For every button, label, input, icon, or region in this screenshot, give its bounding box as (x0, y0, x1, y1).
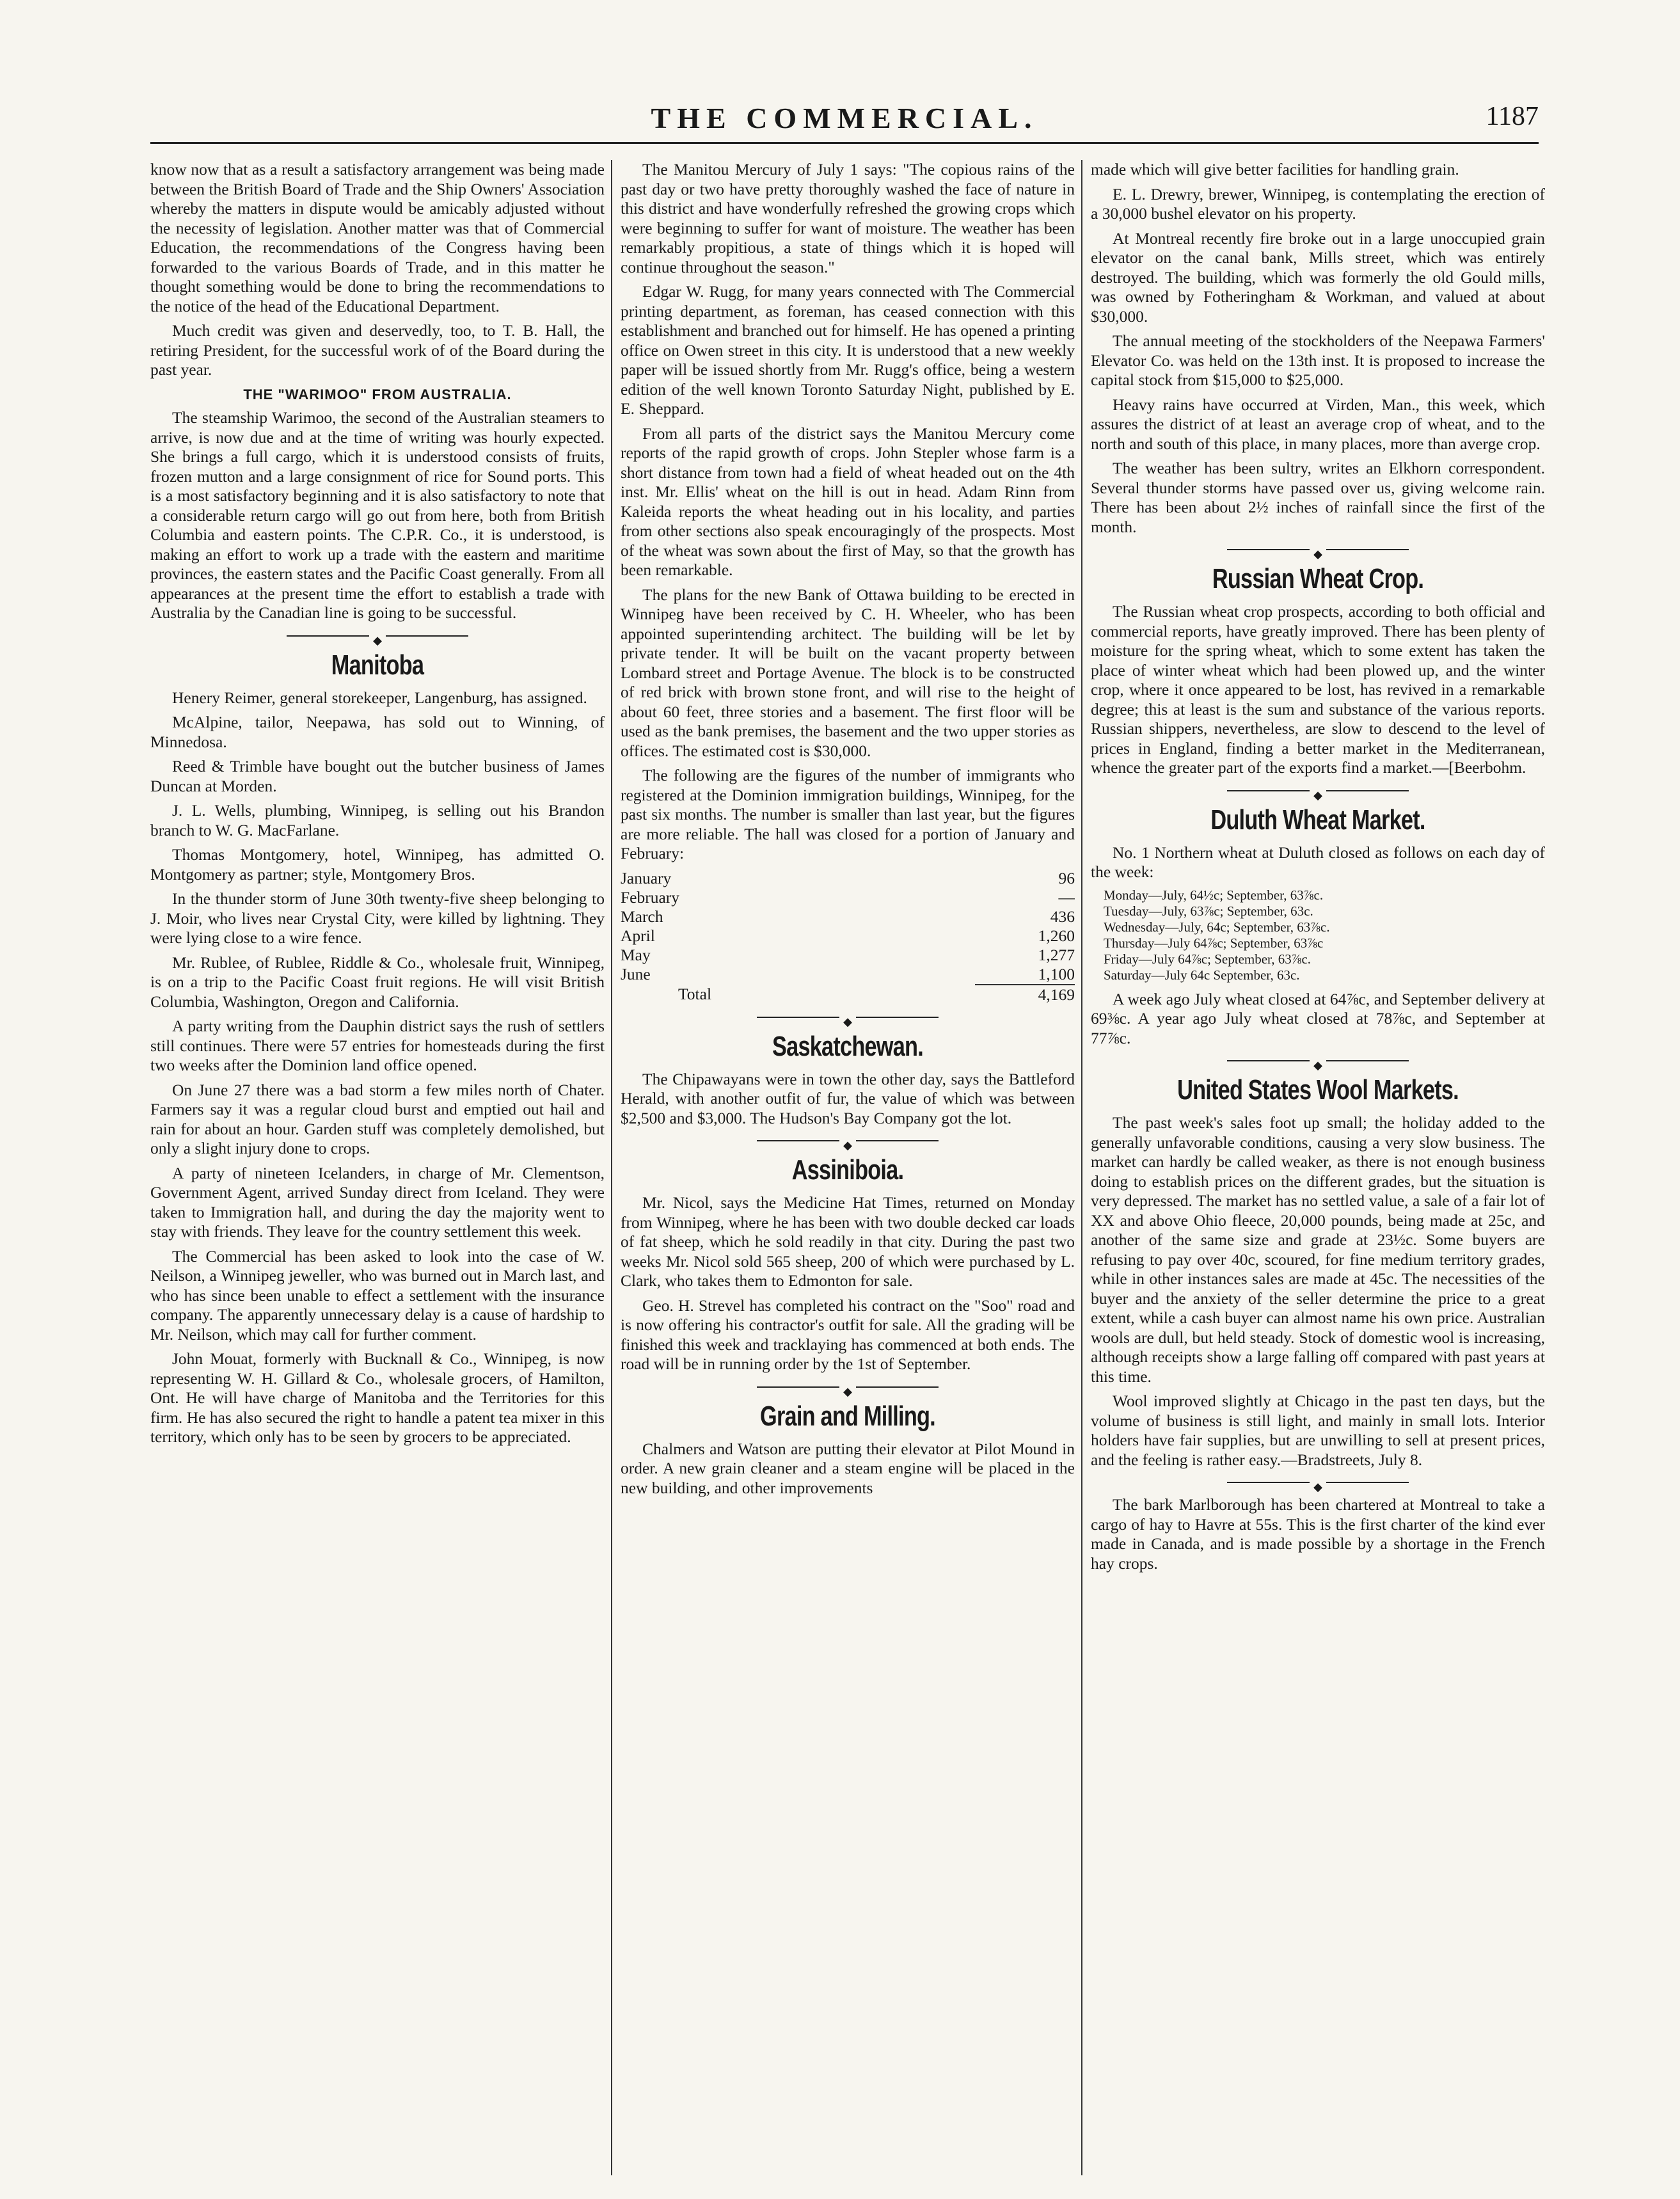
news-item: A party of nineteen Icelanders, in charge of Mr. Clementson, Government Agent, arrived Sunday direct from Iceland. They were taken to Immigration hall, and during the day the majority went to stay with friends. They leave for the country settlement this week. (150, 1163, 605, 1241)
month-cell: March (621, 907, 663, 926)
section-heading-wool: United States Wool Markets. (1177, 1074, 1459, 1106)
news-item: The Chipawayans were in town the other day, says the Battleford Herald, with another outfit of fur, the value of which was between $2,500 and $3,000. The Hudson's Bay Company got the lot. (621, 1069, 1075, 1127)
news-item: The Russian wheat crop prospects, according to both official and commercial reports, have greatly improved. There has been plenty of moisture for the spring wheat, which to some extent has taken the place of winter wheat which had been plowed up, and the winter crop, where it once appeared to be lost, has revived in a remarkable degree; this at least is the sum and substance of the various reports. Russian shippers, nevertheless, are slow to descend to the level of prices in England, finding a better market in the Mediterranean, whence the greater part of the exports find a market.—[Beerbohm. (1091, 602, 1545, 777)
month-cell: May (621, 945, 651, 964)
count-cell: 96 (1058, 868, 1075, 887)
masthead-title: THE COMMERCIAL. (651, 102, 1038, 134)
news-item: Mr. Rublee, of Rublee, Riddle & Co., wholesale fruit, Winnipeg, is on a trip to the Pacific Coast fruit regions. He will visit British Columbia, Washington, Oregon and California. (150, 953, 605, 1011)
table-row (621, 965, 1075, 985)
news-item: The Manitou Mercury of July 1 says: "The copious rains of the past day or two have pretty thoroughly washed the face of nature in this district and have wonderfully refreshed the growing crops which were beginning to suffer for want of moisture. The weather has been remarkably propitious, a state of things which it is hoped will continue throughout the season." (621, 160, 1075, 276)
article-paragraph: know now that as a result a satisfactory arrangement was being made between the British Board of Trade and the Ship Owners' Association whereby the matters in dispute would be amicably adjusted without the necessity of legislation. Another matter was that of Commercial Education, the recommendations of the Congress having been forwarded to the various Boards of Trade, and in this matter he thought something would be done to bring the recommendations to the notice of the head of the Educational Department. (150, 160, 605, 315)
news-item: In the thunder storm of June 30th twenty-five sheep belonging to J. Moir, who lives near Crystal City, were killed by lightning. They were lying close to a wire fence. (150, 889, 605, 947)
total-label: Total (678, 985, 712, 1003)
ornament-divider: ◆ (1091, 1476, 1545, 1489)
news-item: Edgar W. Rugg, for many years connected with The Commercial printing department, as foreman, has ceased connection with this establishment and branched out for himself. He has opened a printing office on Owen street in this city. It is understood that a new weekly paper will be issued shortly from Mr. Rugg's office, being a western edition of the well known Toronto Saturday Night, published by E. E. Sheppard. (621, 282, 1075, 418)
list-item: Monday—July, 64½c; September, 63⅞c. (1104, 887, 1324, 903)
table-total-row (621, 985, 1075, 1004)
month-cell: April (621, 926, 655, 945)
list-item: Thursday—July 64⅞c; September, 63⅞c (1104, 935, 1324, 951)
section-heading-manitoba: Manitoba (331, 649, 424, 681)
count-cell: 1,100 (1038, 964, 1075, 983)
news-item: The annual meeting of the stockholders of the Neepawa Farmers' Elevator Co. was held on the 13th inst. It is proposed to increase the capital stock from $15,000 to $25,000. (1091, 331, 1545, 389)
count-cell: — (1058, 887, 1075, 907)
table-row (621, 946, 1075, 965)
news-item: Henery Reimer, general storekeeper, Langenburg, has assigned. (172, 688, 587, 707)
news-item: Heavy rains have occurred at Virden, Man., this week, which assures the district of at least an average crop of wheat, and to the north and south of this place, in many places, more than averge crop. (1091, 395, 1545, 453)
news-item: No. 1 Northern wheat at Duluth closed as follows on each day of the week: (1091, 843, 1545, 881)
news-item: The plans for the new Bank of Ottawa building to be erected in Winnipeg have been received by C. H. Wheeler, who has been appointed superintending architect. The building will be let by private tender. It will be built on the vacant property between Lombard street and Portage Avenue. The block is to be constructed of red brick with brown stone front, and will rise to the height of about 60 feet, three stories and a basement. The first floor will be used as the bank premises, the basement and the two upper stories as offices. The estimated cost is $30,000. (621, 585, 1075, 760)
news-item: A party writing from the Dauphin district says the rush of settlers still continues. There were 57 entries for homesteads during the first two weeks after the Dominion land office opened. (150, 1017, 605, 1074)
news-item: The weather has been sultry, writes an Elkhorn correspondent. Several thunder storms have passed over us, giving welcome rain. There has been about 2½ inches of rainfall since the first of the month. (1091, 459, 1545, 536)
ornament-divider: ◆ (1091, 543, 1545, 556)
total-value: 4,169 (975, 985, 1075, 1004)
ornament-divider: ◆ (621, 1011, 1075, 1024)
ornament-divider: ◆ (150, 630, 605, 642)
count-cell: 1,277 (1038, 945, 1075, 964)
month-cell: January (621, 868, 672, 887)
news-item: The Commercial has been asked to look into the case of W. Neilson, a Winnipeg jeweller, who was burned out in March last, and who has since been unable to effect a settlement with the insurance company. The apparently unnecessary delay is a cause of hardship to Mr. Neilson, which may call for further comment. (150, 1246, 605, 1344)
news-item: Chalmers and Watson are putting their elevator at Pilot Mound in order. A new grain cleaner and a steam engine will be placed in the new building, and other improvements (621, 1439, 1075, 1497)
ornament-divider: ◆ (621, 1381, 1075, 1393)
news-item: From all parts of the district says the Manitou Mercury come reports of the rapid growth of crops. John Stepler whose farm is a short distance from town had a field of wheat headed out on the 4th inst. Mr. Ellis' wheat on the hill is out in head. Adam Rinn from Kaleida reports the wheat heading out in his locality, and parties from other sections also speak encouragingly of the prospects. Most of the wheat was sown about the first of May, so that the growth has been remarkable. (621, 424, 1075, 579)
news-item: Thomas Montgomery, hotel, Winnipeg, has admitted O. Montgomery as partner; style, Montgomery Bros. (150, 845, 605, 884)
ornament-divider: ◆ (621, 1134, 1075, 1147)
immigration-table (621, 869, 1075, 1004)
table-row (621, 869, 1075, 888)
news-item: made which will give better facilities for handling grain. (1091, 160, 1459, 179)
section-heading-russian-wheat: Russian Wheat Crop. (1212, 563, 1424, 594)
page-number: 1187 (1486, 102, 1539, 131)
news-item: A week ago July wheat closed at 64⅞c, and September delivery at 69⅜c. A year ago July wheat closed at 78⅞c, and September at 77⅞c. (1091, 989, 1545, 1047)
column-divider (1081, 160, 1082, 2175)
section-heading-duluth: Duluth Wheat Market. (1210, 804, 1425, 836)
news-item: The bark Marlborough has been chartered at Montreal to take a cargo of hay to Havre at 55s. This is the first charter of the kind ever made in Canada, and is made possible by a shortage in the French hay crops. (1091, 1495, 1545, 1573)
column-1 (150, 160, 605, 2175)
list-item: Saturday—July 64c September, 63c. (1104, 967, 1300, 983)
table-row (621, 907, 1075, 926)
news-item: The past week's sales foot up small; the holiday added to the generally unfavorable conditions, causing a very slow business. The market can hardly be called weaker, as there is not enough business doing to establish prices on the different grades, but the situation is very depressed. The market has no settled value, a sale of a fair lot of XX and above Ohio fleece, 20,000 pounds, being made at 25c, and another of the same size and grade at 23½c. Some buyers are refusing to pay over 40c, scoured, for fine medium territory grades, while in other instances sales are made at 45c. The necessities of the buyer and the anxiety of the seller determine the price to a great extent, while a cash buyer can almost name his own price. Australian wools are dull, but held steady. Stock of domestic wool is increasing, although receipts show a large falling off compared with past years at this time. (1091, 1113, 1545, 1386)
news-item: Mr. Nicol, says the Medicine Hat Times, returned on Monday from Winnipeg, where he has been with two double decked car loads of fat sheep, which he sold readily in that city. During the past two weeks Mr. Nicol sold 565 sheep, 200 of which were purchased by L. Clark, who takes them to Edmonton for sale. (621, 1193, 1075, 1290)
month-cell: February (621, 887, 680, 907)
section-heading-assiniboia: Assiniboia. (791, 1154, 904, 1186)
table-row (621, 888, 1075, 907)
month-cell: June (621, 965, 651, 983)
article-paragraph: The steamship Warimoo, the second of the Australian steamers to arrive, is now due and at the time of writing was hourly expected. She brings a full cargo, which it is understood consists of fruits, frozen mutton and a large consignment of rice for Sound ports. This is a most satisfactory beginning and it is also satisfactory to note that a considerable return cargo will go out from here, both from British Columbia and eastern points. The C.P.R. Co., it is understood, is making an effort to work up a trade with the eastern and maritime provinces, the eastern states and the Pacific Coast generally. From all appearances at the present time the effort to establish a trade with Australia by the Canadian line is going to be successful. (150, 408, 605, 622)
table-row (621, 926, 1075, 946)
news-item: On June 27 there was a bad storm a few miles north of Chater. Farmers say it was a regular cloud burst and emptied out hail and rain for about an hour. Garden stuff was completely demolished, but only a slight injury done to crops. (150, 1080, 605, 1157)
list-item: Friday—July 64⅞c; September, 63⅞c. (1104, 951, 1312, 967)
count-cell: 1,260 (1038, 926, 1075, 945)
ornament-divider: ◆ (1091, 1054, 1545, 1067)
news-item: John Mouat, formerly with Bucknall & Co., Winnipeg, is now representing W. H. Gillard & Co., wholesale grocers, of Hamilton, Ont. He will have charge of Manitoba and the Territories for this firm. He has also secured the right to handle a patent tea mixer in this territory, which only has to be seen by grocers to be appreciated. (150, 1349, 605, 1446)
news-item: J. L. Wells, plumbing, Winnipeg, is selling out his Brandon branch to W. G. MacFarlane. (150, 801, 605, 839)
news-item: Reed & Trimble have bought out the butcher business of James Duncan at Morden. (150, 757, 605, 795)
article-paragraph: Much credit was given and deservedly, too, to T. B. Hall, the retiring President, for the successful work of of the Board during the past year. (150, 321, 605, 379)
ornament-divider: ◆ (1091, 784, 1545, 797)
column-3 (1091, 160, 1545, 2175)
masthead (150, 101, 1539, 146)
subheading-warimoo: THE "WARIMOO" FROM AUSTRALIA. (243, 386, 512, 402)
news-item: Wool improved slightly at Chicago in the past ten days, but the volume of business is still light, and mainly in small lots. Interior holders have fair supplies, but are unwilling to sell at present prices, and the feeling is rather easy.—Bradstreets, July 8. (1091, 1392, 1545, 1469)
section-heading-grain: Grain and Milling. (760, 1400, 935, 1432)
section-heading-saskatchewan: Saskatchewan. (772, 1030, 923, 1062)
news-item: McAlpine, tailor, Neepawa, has sold out to Winning, of Minnedosa. (150, 713, 605, 751)
column-divider (611, 160, 612, 2175)
news-item: Geo. H. Strevel has completed his contract on the "Soo" road and is now offering his contractor's outfit for sale. All the grading will be finished this week and tracklaying has commenced at both ends. The road will be in running order by the 1st of September. (621, 1296, 1075, 1373)
masthead-rule (150, 142, 1539, 144)
list-item: Tuesday—July, 63⅞c; September, 63c. (1104, 903, 1313, 919)
duluth-price-list (1104, 887, 1545, 983)
count-cell: 436 (1050, 907, 1075, 926)
news-item: The following are the figures of the number of immigrants who registered at the Dominion immigration buildings, Winnipeg, for the past six months. The number is smaller than last year, but the figures are more reliable. The hall was closed for a portion of January and February: (621, 766, 1075, 862)
list-item: Wednesday—July, 64c; September, 63⅞c. (1104, 919, 1330, 935)
news-item: At Montreal recently fire broke out in a large unoccupied grain elevator on the canal bank, Mills street, which was entirely destroyed. The building, which was formerly the old Gould mills, was owned by Fotheringham & Workman, and valued at about $30,000. (1091, 228, 1545, 326)
column-2 (621, 160, 1075, 2175)
news-item: E. L. Drewry, brewer, Winnipeg, is contemplating the erection of a 30,000 bushel elevator on his property. (1091, 184, 1545, 223)
